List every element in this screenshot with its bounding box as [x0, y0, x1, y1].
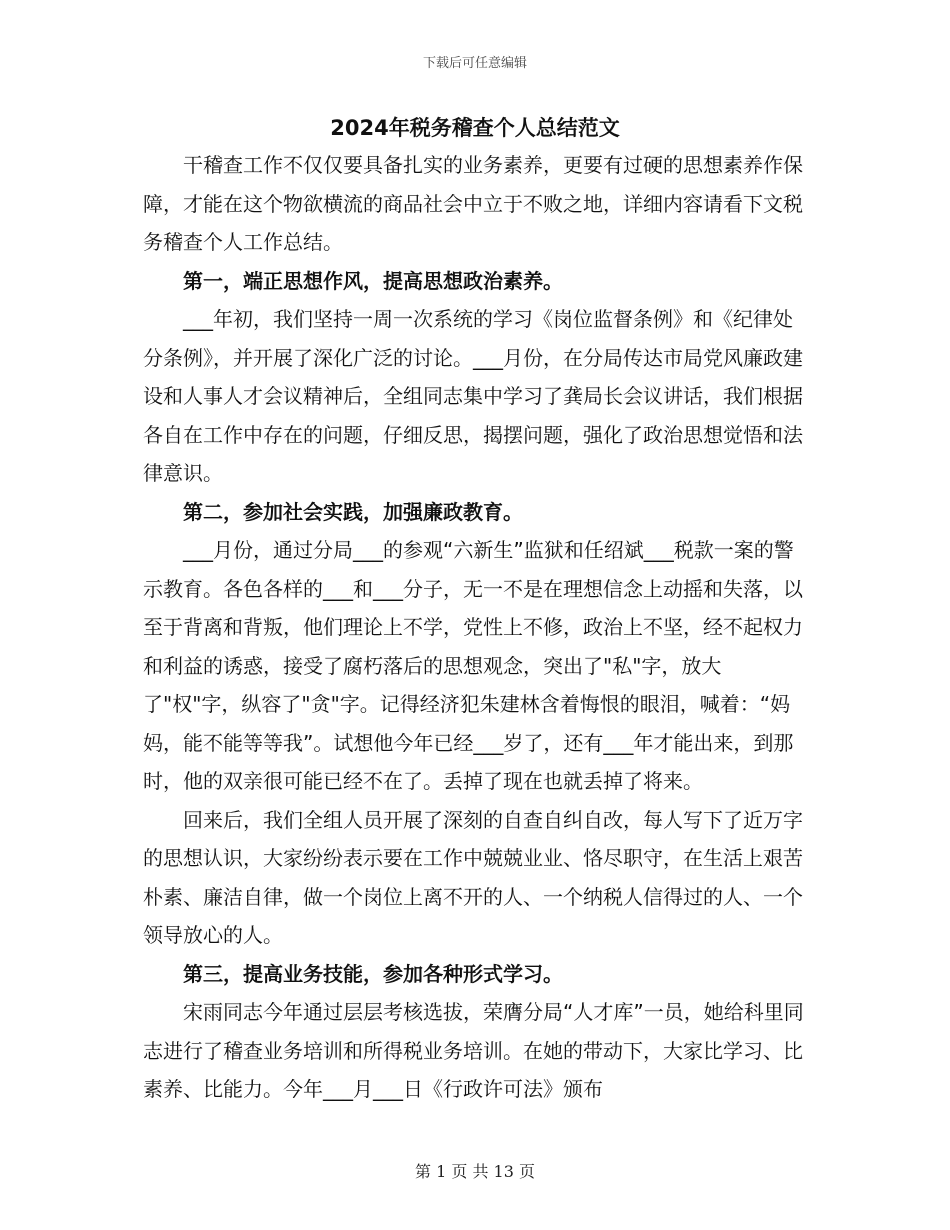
section-2-paragraph-1: ___月份，通过分局___的参观“六新生”监狱和任绍斌___税款一案的警示教育。各色各样的___和___分子，无一不是在理想信念上动摇和失落，以至于背离和背叛，他们理论上不学，党性上不修，政治上不坚，经不起权力和利益的诱惑，接受了腐朽落后的思想观念，突出了"私"字，放大了"权"字，纵容了"贪"字。记得经济犯朱建林含着悔恨的眼泪，喊着：“妈妈，能不能等等我”。试想他今年已经___岁了，还有___年才能出来，到那时，他的双亲很可能已经不在了。丢掉了现在也就丢掉了将来。 — [143, 538, 803, 793]
section-1-heading: 第一，端正思想作风，提高思想政治素养。 — [183, 268, 563, 293]
page-number-footer: 第 1 页 共 13 页 — [415, 1162, 535, 1181]
section-1-paragraph: ___年初，我们坚持一周一次系统的学习《岗位监督条例》和《纪律处分条例》，并开展了深化广泛的讨论。___月份，在分局传达市局党风廉政建设和人事人才会议精神后，全组同志集中学习了龚局长会议讲话，我们根据各自在工作中存在的问题，仔细反思，揭摆问题，强化了政治思想觉悟和法律意识。 — [143, 307, 803, 485]
intro-paragraph: 干稽查工作不仅仅要具备扎实的业务素养，更要有过硬的思想素养作保障，才能在这个物欲横流的商品社会中立于不败之地，详细内容请看下文税务稽查个人工作总结。 — [143, 153, 803, 254]
section-2-heading: 第二，参加社会实践，加强廉政教育。 — [183, 499, 523, 524]
section-2-paragraph-2: 回来后，我们全组人员开展了深刻的自查自纠自改，每人写下了近万字的思想认识，大家纷纷表示要在工作中兢兢业业、恪尽职守，在生活上艰苦朴素、廉洁自律，做一个岗位上离不开的人、一个纳税人信得过的人、一个领导放心的人。 — [143, 807, 803, 947]
section-3-paragraph: 宋雨同志今年通过层层考核选拔，荣膺分局“人才库”一员，她给科里同志进行了稽查业务培训和所得税业务培训。在她的带动下，大家比学习、比素养、比能力。今年___月___日《行政许可法》颁布 — [143, 1000, 804, 1101]
document-body — [143, 146, 807, 1109]
document-title: 2024年税务稽查个人总结范文 — [330, 116, 620, 140]
page-header-note: 下载后可任意编辑 — [422, 56, 527, 71]
section-3-heading: 第三，提高业务技能，参加各种形式学习。 — [183, 961, 563, 986]
